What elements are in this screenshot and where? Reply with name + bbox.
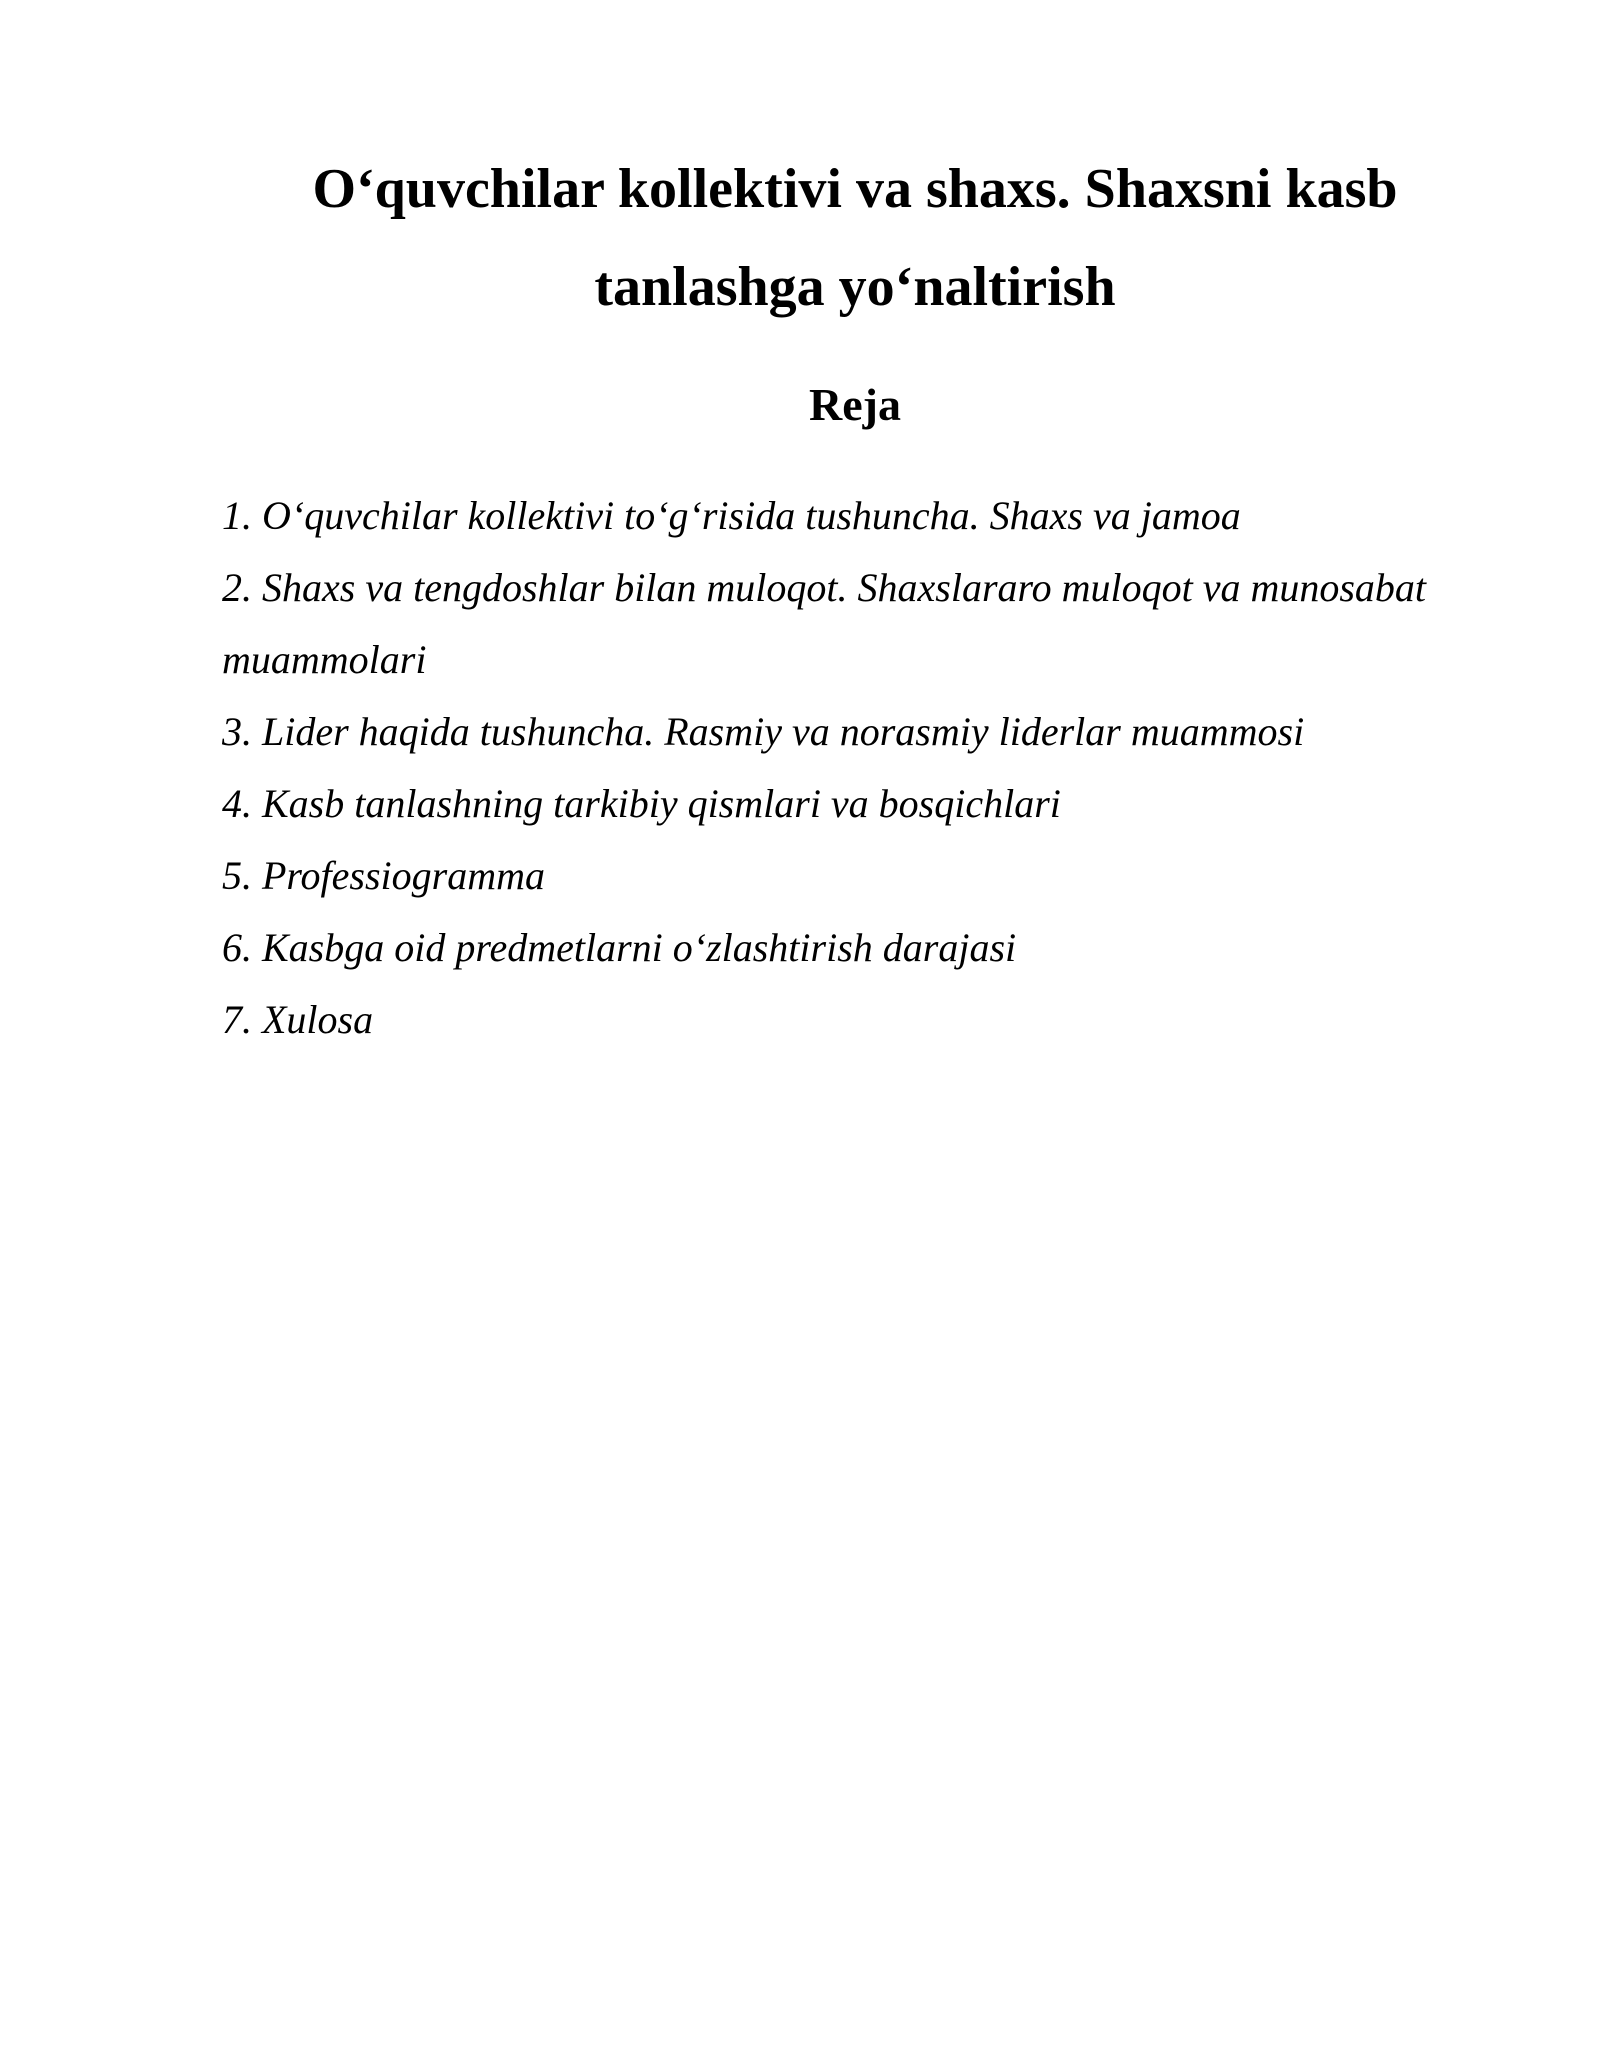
plan-heading: Reja [809,379,901,430]
plan-item-6: 6. Kasbga oid predmetlarni o‘zlashtirish darajasi [222,925,1017,970]
plan-list [222,480,1512,1056]
plan-item-2: 2. Shaxs va tengdoshlar bilan muloqot. Shaxslararo muloqot va munosabat muammolari [222,565,1427,682]
plan-item-1: 1. O‘quvchilar kollektivi to‘g‘risida tushuncha. Shaxs va jamoa [222,493,1241,538]
plan-item-3: 3. Lider haqida tushuncha. Rasmiy va norasmiy liderlar muammosi [222,709,1305,754]
plan-item-4: 4. Kasb tanlashning tarkibiy qismlari va bosqichlari [222,781,1061,826]
plan-item-7: 7. Xulosa [222,997,374,1042]
document-title: O‘quvchilar kollektivi va shaxs. Shaxsni kasb tanlashga yo‘naltirish [312,158,1398,318]
plan-item-5: 5. Professiogramma [222,853,545,898]
